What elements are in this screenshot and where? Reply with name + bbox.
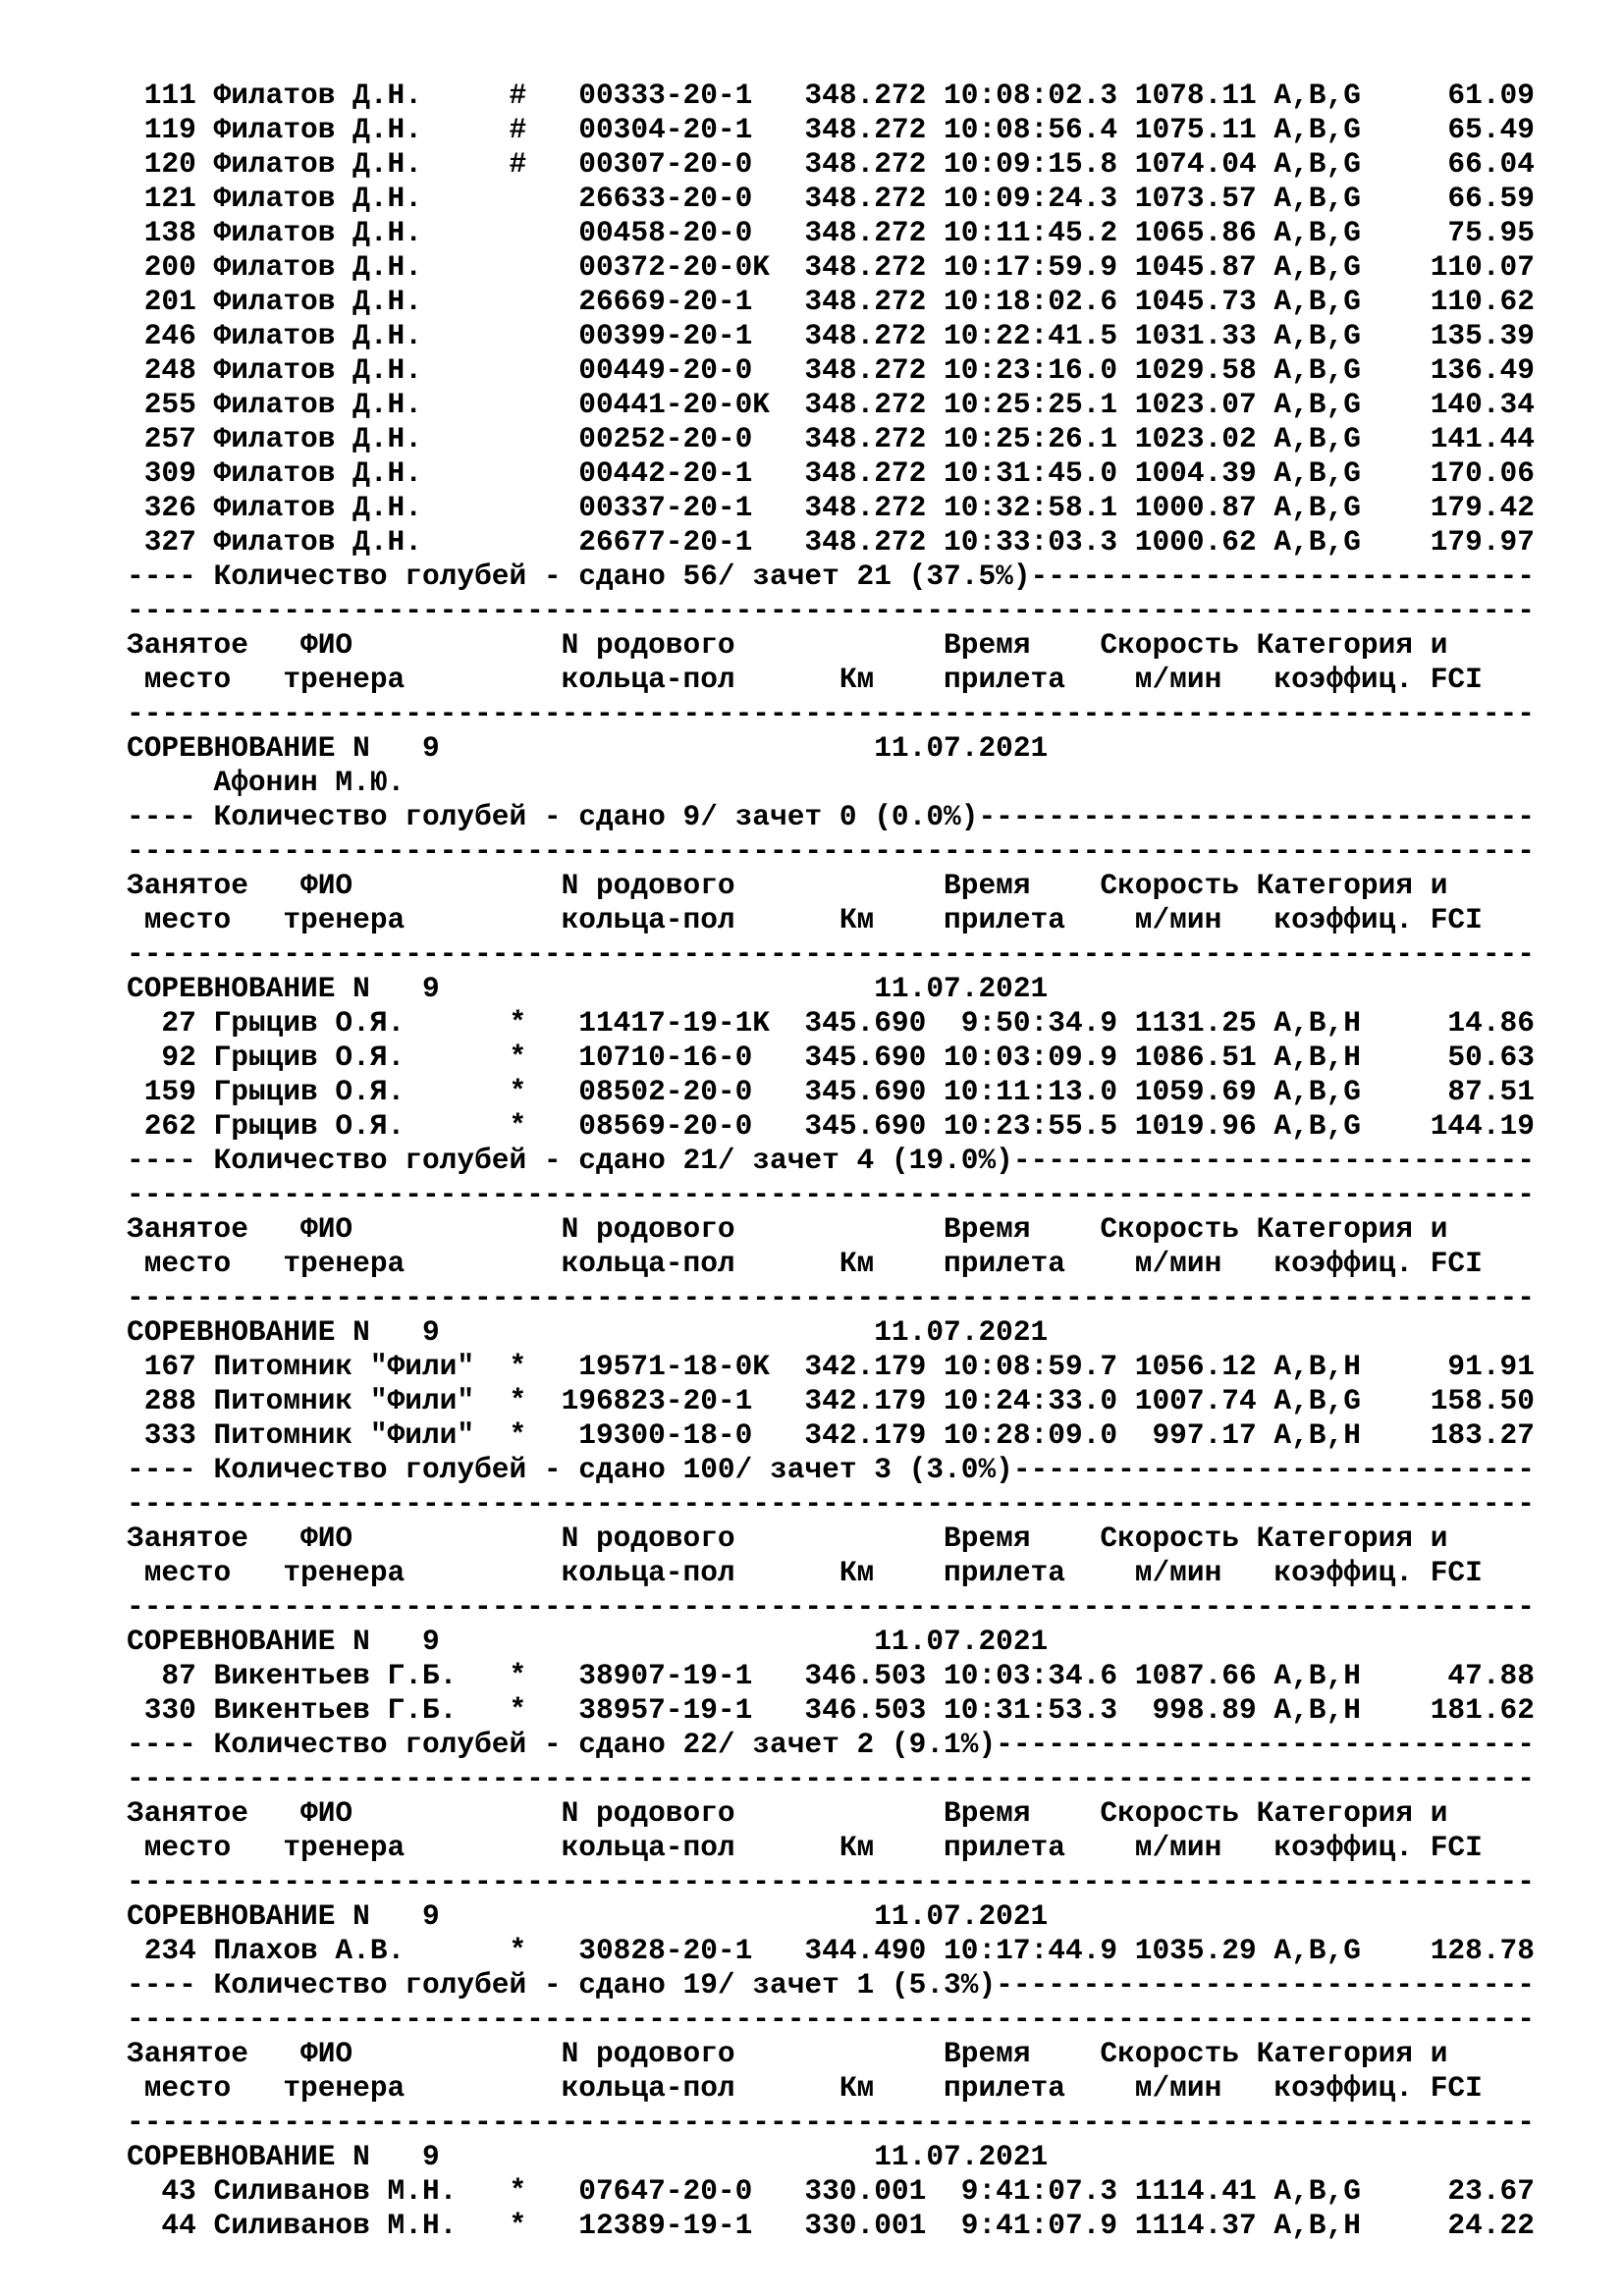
- result-row: 167 Питомник "Фили" * 19571-18-0K 342.179 10:08:59.7 1056.12 A,B,H 91.91: [127, 1350, 1535, 1383]
- separator-line: ---------------------------------------------------------------------------------: [127, 697, 1535, 730]
- competition-title: СОРЕВНОВАНИЕ N 9 11.07.2021: [127, 1899, 1049, 1933]
- result-row: 159 Грыцив О.Я. * 08502-20-0 345.690 10:11:13.0 1059.69 A,B,G 87.51: [127, 1075, 1535, 1108]
- result-row: 43 Силиванов М.Н. * 07647-20-0 330.001 9:41:07.3 1114.41 A,B,G 23.67: [127, 2174, 1535, 2208]
- result-row: 248 Филатов Д.Н. 00449-20-0 348.272 10:23:16.0 1029.58 A,B,G 136.49: [127, 353, 1535, 387]
- separator-line: ---------------------------------------------------------------------------------: [127, 1281, 1535, 1314]
- count-summary: ---- Количество голубей - сдано 56/ зачет 21 (37.5%)-----------------------------: [127, 560, 1535, 593]
- result-row: 119 Филатов Д.Н. # 00304-20-1 348.272 10:08:56.4 1075.11 A,B,G 65.49: [127, 113, 1535, 146]
- column-header: Занятое ФИО N родового Время Скорость Категория и: [127, 1522, 1448, 1555]
- result-row: 27 Грыцив О.Я. * 11417-19-1K 345.690 9:50:34.9 1131.25 A,B,H 14.86: [127, 1006, 1535, 1040]
- result-row: 120 Филатов Д.Н. # 00307-20-0 348.272 10:09:15.8 1074.04 A,B,G 66.04: [127, 147, 1535, 181]
- column-header: место тренера кольца-пол Км прилета м/мин коэффиц. FCI: [127, 1247, 1483, 1280]
- result-row: 257 Филатов Д.Н. 00252-20-0 348.272 10:25:26.1 1023.02 A,B,G 141.44: [127, 422, 1535, 455]
- result-row: 262 Грыцив О.Я. * 08569-20-0 345.690 10:23:55.5 1019.96 A,B,G 144.19: [127, 1109, 1535, 1143]
- result-row: 309 Филатов Д.Н. 00442-20-1 348.272 10:31:45.0 1004.39 A,B,G 170.06: [127, 456, 1535, 490]
- result-row: 330 Викентьев Г.Б. * 38957-19-1 346.503 10:31:53.3 998.89 A,B,H 181.62: [127, 1693, 1535, 1727]
- column-header: Занятое ФИО N родового Время Скорость Категория и: [127, 2037, 1448, 2070]
- column-header: место тренера кольца-пол Км прилета м/мин коэффиц. FCI: [127, 1831, 1483, 1864]
- result-row: 333 Питомник "Фили" * 19300-18-0 342.179 10:28:09.0 997.17 A,B,H 183.27: [127, 1418, 1535, 1452]
- separator-line: ---------------------------------------------------------------------------------: [127, 594, 1535, 627]
- result-row: 288 Питомник "Фили" * 196823-20-1 342.179 10:24:33.0 1007.74 A,B,G 158.50: [127, 1384, 1535, 1417]
- column-header: место тренера кольца-пол Км прилета м/мин коэффиц. FCI: [127, 903, 1483, 936]
- competition-title: СОРЕВНОВАНИЕ N 9 11.07.2021: [127, 1315, 1049, 1349]
- separator-line: ---------------------------------------------------------------------------------: [127, 1487, 1535, 1521]
- column-header: Занятое ФИО N родового Время Скорость Категория и: [127, 1796, 1448, 1830]
- separator-line: ---------------------------------------------------------------------------------: [127, 1762, 1535, 1795]
- separator-line: ---------------------------------------------------------------------------------: [127, 834, 1535, 868]
- competition-title: СОРЕВНОВАНИЕ N 9 11.07.2021: [127, 731, 1049, 765]
- column-header: место тренера кольца-пол Км прилета м/мин коэффиц. FCI: [127, 1556, 1483, 1589]
- result-row: 234 Плахов А.В. * 30828-20-1 344.490 10:17:44.9 1035.29 A,B,G 128.78: [127, 1934, 1535, 1967]
- count-summary: ---- Количество голубей - сдано 21/ зачет 4 (19.0%)------------------------------: [127, 1144, 1535, 1177]
- count-summary: ---- Количество голубей - сдано 22/ зачет 2 (9.1%)-------------------------------: [127, 1728, 1535, 1761]
- count-summary: ---- Количество голубей - сдано 100/ зачет 3 (3.0%)------------------------------: [127, 1453, 1535, 1486]
- trainer-name: Афонин М.Ю.: [127, 766, 406, 799]
- result-row: 87 Викентьев Г.Б. * 38907-19-1 346.503 10:03:34.6 1087.66 A,B,H 47.88: [127, 1659, 1535, 1692]
- result-row: 246 Филатов Д.Н. 00399-20-1 348.272 10:22:41.5 1031.33 A,B,G 135.39: [127, 319, 1535, 352]
- competition-title: СОРЕВНОВАНИЕ N 9 11.07.2021: [127, 1625, 1049, 1658]
- result-row: 200 Филатов Д.Н. 00372-20-0K 348.272 10:17:59.9 1045.87 A,B,G 110.07: [127, 250, 1535, 284]
- result-row: 111 Филатов Д.Н. # 00333-20-1 348.272 10:08:02.3 1078.11 A,B,G 61.09: [127, 79, 1535, 112]
- column-header: Занятое ФИО N родового Время Скорость Категория и: [127, 869, 1448, 902]
- competition-title: СОРЕВНОВАНИЕ N 9 11.07.2021: [127, 2140, 1049, 2173]
- result-row: 138 Филатов Д.Н. 00458-20-0 348.272 10:11:45.2 1065.86 A,B,G 75.95: [127, 216, 1535, 249]
- column-header: место тренера кольца-пол Км прилета м/мин коэффиц. FCI: [127, 663, 1483, 696]
- separator-line: ---------------------------------------------------------------------------------: [127, 937, 1535, 971]
- column-header: Занятое ФИО N родового Время Скорость Категория и: [127, 628, 1448, 662]
- result-row: 327 Филатов Д.Н. 26677-20-1 348.272 10:33:03.3 1000.62 A,B,G 179.97: [127, 525, 1535, 559]
- result-row: 255 Филатов Д.Н. 00441-20-0K 348.272 10:25:25.1 1023.07 A,B,G 140.34: [127, 388, 1535, 421]
- column-header: Занятое ФИО N родового Время Скорость Категория и: [127, 1212, 1448, 1246]
- separator-line: ---------------------------------------------------------------------------------: [127, 1865, 1535, 1898]
- separator-line: ---------------------------------------------------------------------------------: [127, 1590, 1535, 1624]
- competition-title: СОРЕВНОВАНИЕ N 9 11.07.2021: [127, 972, 1049, 1005]
- separator-line: ---------------------------------------------------------------------------------: [127, 2106, 1535, 2139]
- separator-line: ---------------------------------------------------------------------------------: [127, 2002, 1535, 2036]
- result-row: 201 Филатов Д.Н. 26669-20-1 348.272 10:18:02.6 1045.73 A,B,G 110.62: [127, 285, 1535, 318]
- result-row: 44 Силиванов М.Н. * 12389-19-1 330.001 9:41:07.9 1114.37 A,B,H 24.22: [127, 2209, 1535, 2242]
- result-row: 121 Филатов Д.Н. 26633-20-0 348.272 10:09:24.3 1073.57 A,B,G 66.59: [127, 182, 1535, 215]
- count-summary: ---- Количество голубей - сдано 19/ зачет 1 (5.3%)-------------------------------: [127, 1968, 1535, 2002]
- separator-line: ---------------------------------------------------------------------------------: [127, 1178, 1535, 1211]
- results-sheet: [127, 79, 1599, 2243]
- result-row: 326 Филатов Д.Н. 00337-20-1 348.272 10:32:58.1 1000.87 A,B,G 179.42: [127, 491, 1535, 524]
- column-header: место тренера кольца-пол Км прилета м/мин коэффиц. FCI: [127, 2071, 1483, 2105]
- result-row: 92 Грыцив О.Я. * 10710-16-0 345.690 10:03:09.9 1086.51 A,B,H 50.63: [127, 1041, 1535, 1074]
- count-summary: ---- Количество голубей - сдано 9/ зачет 0 (0.0%)--------------------------------: [127, 800, 1535, 833]
